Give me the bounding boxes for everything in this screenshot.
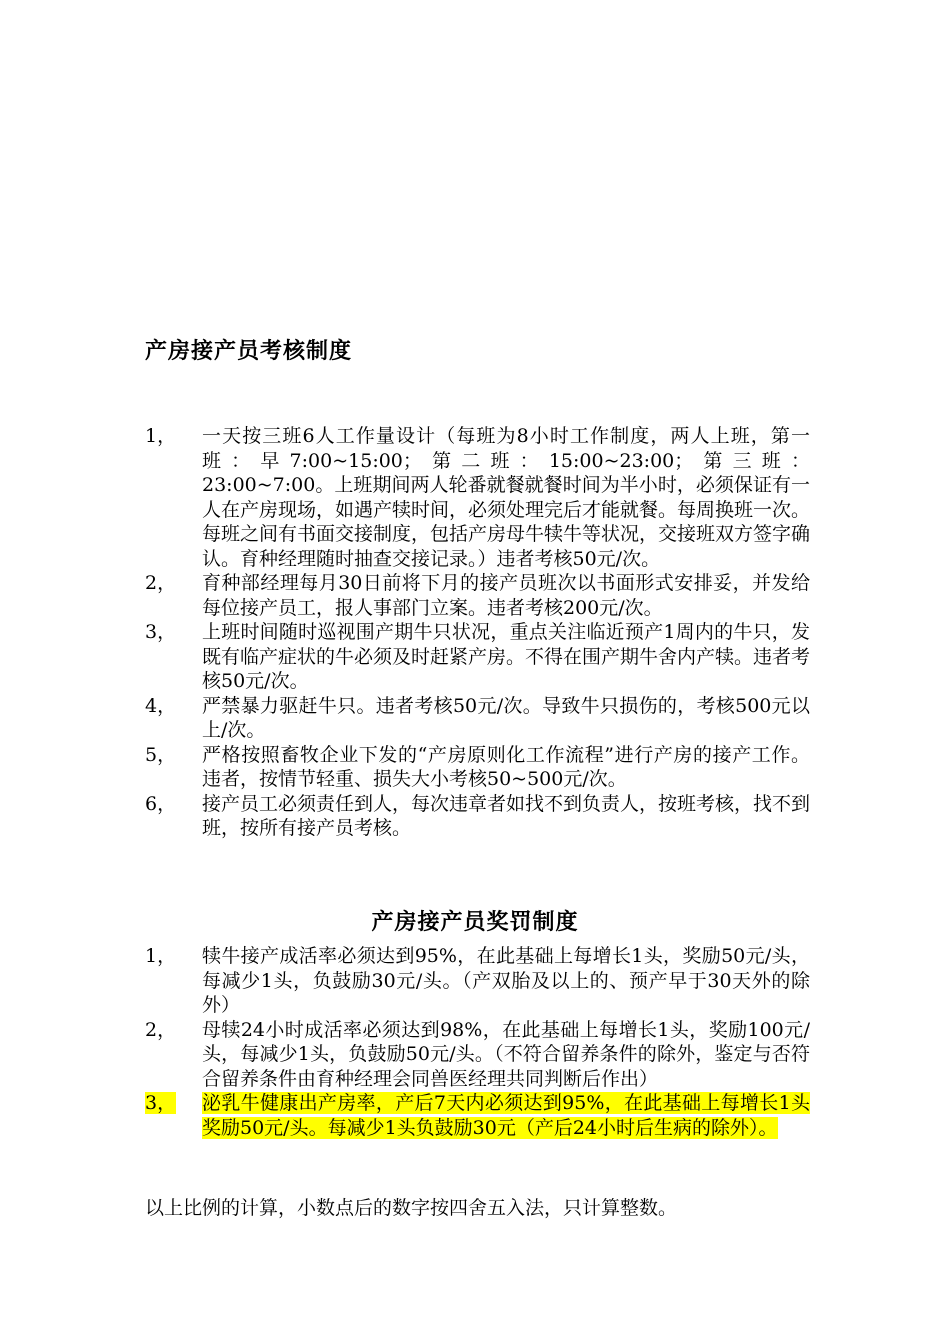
list-item	[145, 694, 810, 743]
item-number: 5，	[145, 743, 177, 766]
list-item	[145, 1018, 810, 1092]
highlighted-number: 3，	[145, 1092, 177, 1114]
item-number: 3，	[145, 621, 177, 643]
rewards-list	[145, 944, 810, 1140]
item-text: 犊牛接产成活率必须达到95%，在此基础上每增长1头，奖励50元/头，每减少1头，负鼓励30元/头。（产双胎及以上的、预产早于30天外的除外）	[202, 945, 810, 1016]
list-item	[145, 944, 810, 1018]
item-number: 1，	[145, 425, 177, 447]
list-item	[145, 620, 810, 694]
item-number: 2，	[145, 572, 177, 594]
rewards-title: 产房接产员奖罚制度	[371, 909, 579, 935]
item-text	[202, 1091, 810, 1140]
list-item-highlighted	[145, 1091, 810, 1140]
list-item	[145, 792, 810, 841]
item-text: 母犊24小时成活率必须达到98%，在此基础上每增长1头，奖励100元/头，每减少1头，负鼓励50元/头。（不符合留养条件的除外，鉴定与否符合留养条件由育种经理会同兽医经理共同判断后作出）	[202, 1018, 810, 1090]
item-text: 一天按三班6人工作量设计（每班为8小时工作制度，两人上班，第一班：早7:00~15:00；第二班：15:00~23:00；第三班：23:00~7:00。上班期间两人轮番就餐就餐时间为半小时，必须保证有一人在产房现场，如遇产犊时间，必须处理完后才能就餐。每周换班一次。每班之间有书面交接制度，包括产房母牛犊牛等状况，交接班双方签字确认。育种经理随时抽查交接记录。）违者考核50元/次。	[202, 425, 811, 570]
item-text: 育种部经理每月30日前将下月的接产员班次以书面形式安排妥，并发给每位接产员工，报人事部门立案。违者考核200元/次。	[202, 572, 810, 619]
item-text: 严禁暴力驱赶牛只。违者考核50元/次。导致牛只损伤的，考核500元以上/次。	[202, 694, 810, 741]
list-item	[145, 743, 810, 792]
assessment-list	[145, 424, 810, 841]
item-number: 6，	[145, 792, 177, 815]
item-number: 1，	[145, 945, 177, 967]
item-text: 接产员工必须责任到人，每次违章者如找不到负责人，按班考核，找不到班，按所有接产员考核。	[202, 792, 811, 839]
list-item	[145, 424, 810, 571]
item-text: 严格按照畜牧企业下发的“产房原则化工作流程”进行产房的接产工作。违者，按情节轻重、损失大小考核50~500元/次。	[202, 743, 810, 790]
footer-note: 以上比例的计算，小数点后的数字按四舍五入法，只计算整数。	[145, 1197, 678, 1219]
assessment-title: 产房接产员考核制度	[145, 338, 353, 364]
list-item	[145, 571, 810, 620]
item-number: 2，	[145, 1018, 177, 1041]
item-text: 上班时间随时巡视围产期牛只状况，重点关注临近预产1周内的牛只，发既有临产症状的牛必须及时赶紧产房。不得在围产期牛舍内产犊。违者考核50元/次。	[202, 621, 811, 692]
item-number	[145, 1091, 202, 1140]
highlighted-text: 泌乳牛健康出产房率，产后7天内必须达到95%，在此基础上每增长1头奖励50元/头。每减少1头负鼓励30元（产后24小时后生病的除外）。	[202, 1092, 810, 1139]
item-number: 4，	[145, 694, 177, 717]
